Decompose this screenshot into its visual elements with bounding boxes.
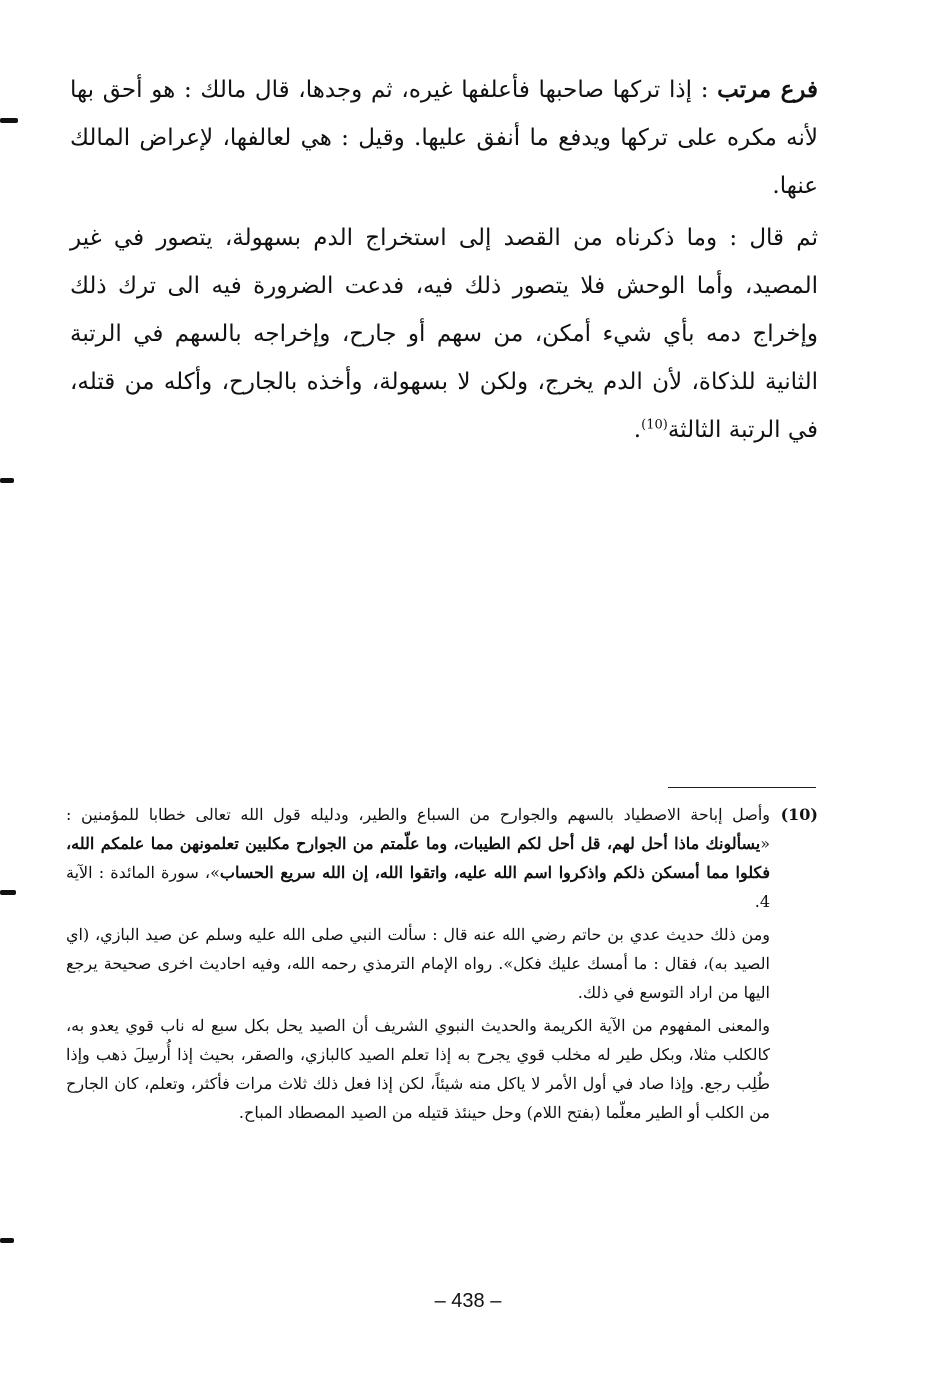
footnote-paragraph-3: والمعنى المفهوم من الآية الكريمة والحديث النبوي الشريف أن الصيد يحل بكل سبع له ناب قوي يعدو به، كالكلب مثلا، وبكل طير له مخلب قوي يجرح به إذا تعلم الصيد كالبازي، والصقر، بحيث إذا أُرسِلَ ذهب وإذا طُلِب رجع. وإذا صاد في أول الأمر لا ياكل منه شيئاً، لكن إذا فعل ذلك ثلاث مرات فأكثر، وتعلم، كان الجارح من الكلب أو الطير معلّما (بفتح اللام) وحل حينئذ قتيله من الصيد المصطاد المباح.	[66, 1016, 771, 1122]
footnote-reference[interactable]: (10)	[641, 417, 668, 433]
footnote-citation: »، سورة المائدة : الآية 4.	[66, 863, 770, 911]
edge-mark	[0, 118, 18, 123]
footnote-text: وأصل إباحة الاصطياد بالسهم والجوارح من السباع والطير، ودليله قول الله تعالى خطابا للمؤمنين : «	[66, 805, 770, 853]
footnote-divider	[668, 787, 816, 788]
footnote-paragraph-2: ومن ذلك حديث عدي بن حاتم رضي الله عنه قال : سألت النبي صلى الله عليه وسلم عن صيد البازي، (اي الصيد به)، فقال : ما أمسك عليك فكل». رواه الإمام الترمذي رحمه الله، وفيه احاديث اخرى صحيحة يرجع اليها من اراد التوسع في ذلك.	[66, 925, 770, 1002]
footnote-paragraph-1	[66, 800, 818, 916]
paragraph-1	[70, 66, 818, 210]
paragraph-2-text: ثم قال : وما ذكرناه من القصد إلى استخراج الدم بسهولة، يتصور في غير المصيد، وأما الوحش فلا يتصور ذلك فيه، فدعت الضرورة فيه الى ترك ذلك وإخراج دمه بأي شيء أمكن، من سهم أو جارح، وإخراجه بالسهم في الرتبة الثانية للذكاة، لأن الدم يخرج، ولكن لا بسهولة، وأخذه بالجارح، وأكله من قتله، في الرتبة الثالثة	[70, 225, 818, 443]
edge-mark	[0, 1238, 14, 1243]
paragraph-2-end: .	[633, 417, 642, 443]
paragraph-1-text: : إذا تركها صاحبها فأعلفها غيره، ثم وجدها، قال مالك : هو أحق بها لأنه مكره على تركها ويدفع ما أنفق عليها. وقيل : هي لعالفها، لإعراض المالك عنها.	[70, 77, 818, 199]
page-number: – 438 –	[434, 1290, 502, 1312]
footnote-marker: (10)	[780, 805, 818, 824]
footnotes	[66, 800, 818, 1127]
edge-mark	[0, 890, 16, 895]
paragraph-2	[70, 214, 818, 454]
footnote-quran-quote: يسألونك ماذا أحل لهم، قل أحل لكم الطيبات، وما علّمتم من الجوارح مكلبين تعلمونهن مما علمكم الله، فكلوا مما أمسكن ذلكم واذكروا اسم الله عليه، واتقوا الله، إن الله سريع الحساب	[66, 834, 771, 882]
edge-mark	[0, 478, 14, 483]
paragraph-1-heading: فرع مرتب	[717, 76, 818, 103]
main-text	[70, 66, 818, 454]
